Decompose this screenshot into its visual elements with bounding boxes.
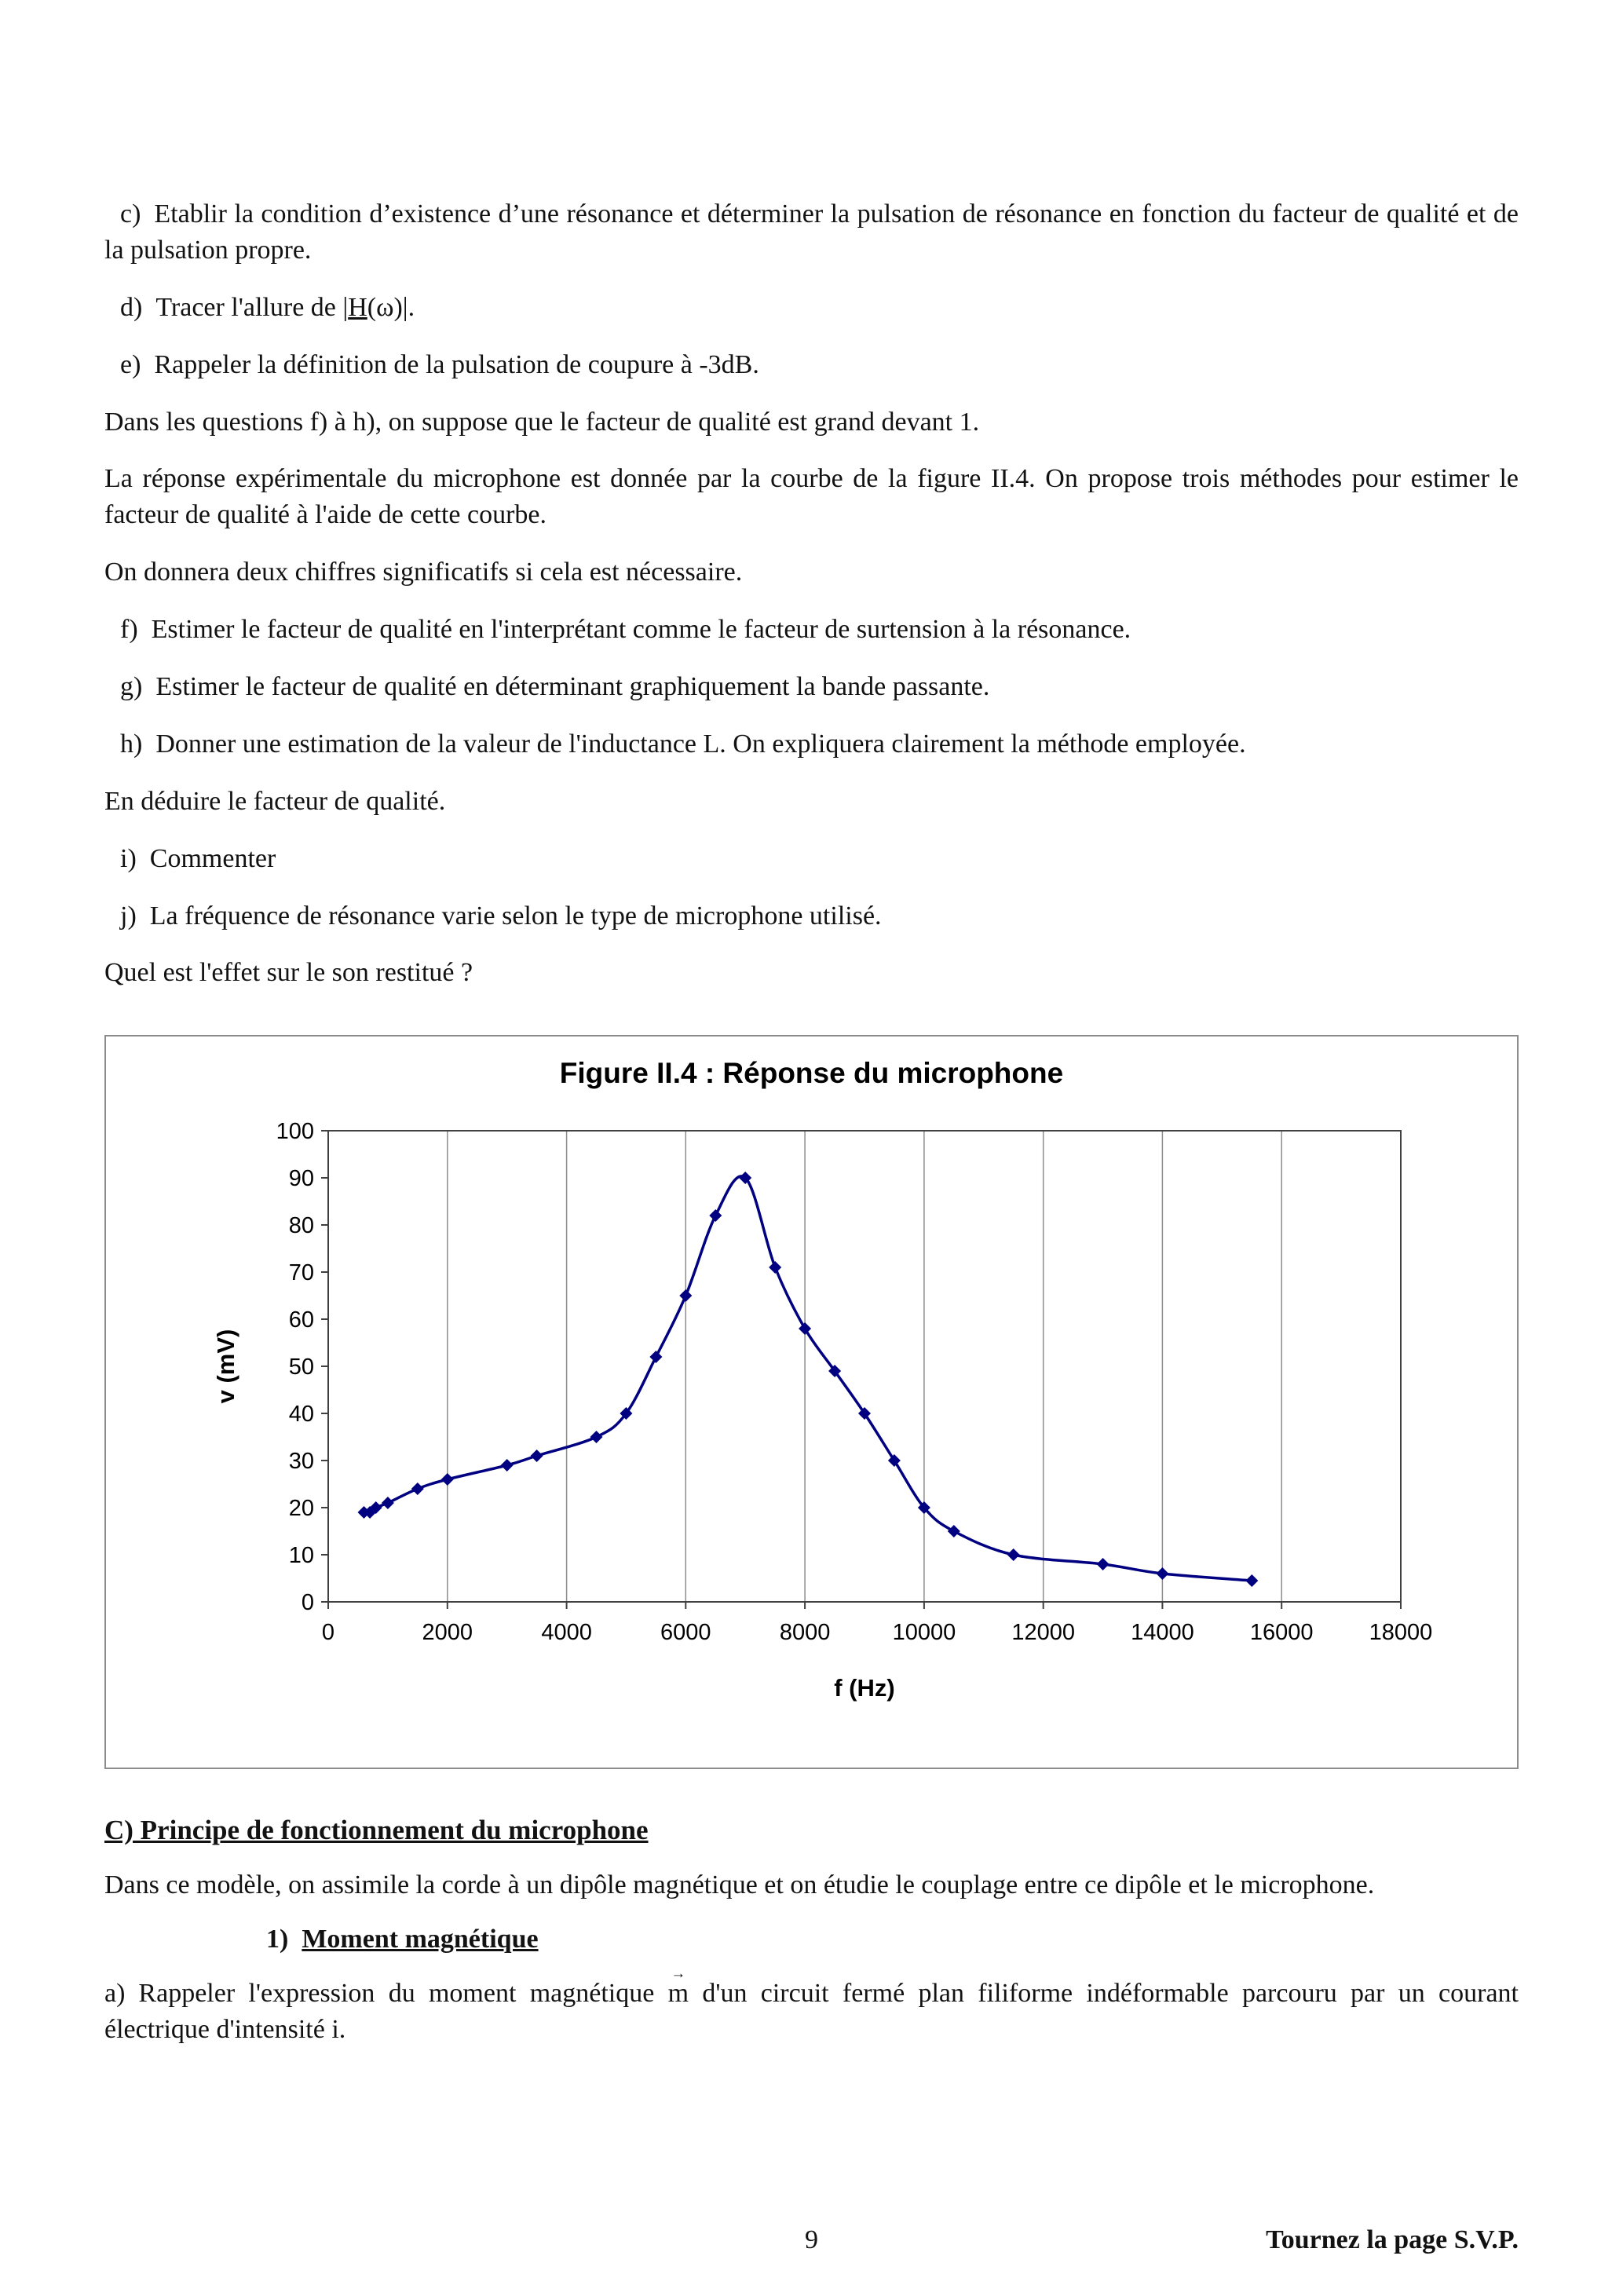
svg-text:f (Hz): f (Hz) bbox=[834, 1674, 895, 1702]
svg-text:12000: 12000 bbox=[1011, 1620, 1076, 1646]
svg-text:8000: 8000 bbox=[779, 1620, 831, 1646]
question-a-text-post: d'un circuit fermé plan filiforme indéformable parcouru par un courant électrique d'intensité i. bbox=[104, 1979, 1519, 2045]
question-f-label: f) bbox=[120, 615, 138, 645]
page-number: 9 bbox=[805, 2225, 818, 2254]
svg-text:60: 60 bbox=[288, 1307, 314, 1333]
question-h-text: Donner une estimation de la valeur de l'inductance L. On expliquera clairement la méthode employée. bbox=[155, 729, 1246, 759]
svg-text:90: 90 bbox=[288, 1166, 314, 1192]
svg-text:14000: 14000 bbox=[1131, 1620, 1194, 1646]
svg-text:6000: 6000 bbox=[660, 1620, 711, 1646]
turn-page-note: Tournez la page S.V.P. bbox=[1266, 2225, 1519, 2254]
question-g-label: g) bbox=[120, 672, 143, 702]
question-a bbox=[104, 1965, 1519, 2048]
figure-ii4 bbox=[104, 1035, 1519, 1769]
question-j bbox=[104, 898, 1519, 934]
question-h-label: h) bbox=[120, 729, 143, 759]
svg-text:100: 100 bbox=[276, 1119, 314, 1145]
svg-text:50: 50 bbox=[288, 1355, 314, 1380]
svg-text:10000: 10000 bbox=[892, 1620, 956, 1646]
question-c bbox=[104, 196, 1519, 269]
question-i-text: Commenter bbox=[149, 843, 276, 873]
question-h bbox=[104, 726, 1519, 762]
question-j-text: La fréquence de résonance varie selon le type de microphone utilisé. bbox=[149, 901, 882, 930]
svg-text:18000: 18000 bbox=[1369, 1620, 1433, 1646]
complex-h-symbol: H bbox=[348, 292, 367, 322]
section-c-heading bbox=[104, 1815, 1519, 1846]
question-h-followup: En déduire le facteur de qualité. bbox=[104, 786, 446, 816]
section-c-intro: Dans ce modèle, on assimile la corde à un dipôle magnétique et on étudie le couplage entre ce dipôle et le microphone. bbox=[104, 1870, 1375, 1900]
subsection-1-heading bbox=[266, 1925, 1519, 1954]
question-a-text-pre: Rappeler l'expression du moment magnétique bbox=[138, 1979, 668, 2009]
question-c-text: Etablir la condition d’existence d’une résonance et déterminer la pulsation de résonance en fonction du facteur de qualité et de la pulsation propre. bbox=[104, 199, 1519, 265]
question-i bbox=[104, 841, 1519, 877]
svg-text:4000: 4000 bbox=[541, 1620, 592, 1646]
note-significant-digits: On donnera deux chiffres significatifs si cela est nécessaire. bbox=[104, 558, 743, 587]
question-d-text-pre: Tracer l'allure de | bbox=[155, 292, 349, 322]
svg-text:2000: 2000 bbox=[422, 1620, 473, 1646]
figure-title: Figure II.4 : Réponse du microphone bbox=[559, 1057, 1064, 1090]
moment-symbol-letter: m bbox=[667, 1979, 689, 2009]
microphone-response-chart bbox=[120, 1111, 1503, 1747]
question-i-label: i) bbox=[120, 843, 137, 873]
question-g bbox=[104, 669, 1519, 705]
section-c-heading-text: C) Principe de fonctionnement du microphone bbox=[104, 1815, 649, 1846]
svg-text:16000: 16000 bbox=[1249, 1620, 1314, 1646]
svg-text:20: 20 bbox=[288, 1496, 314, 1522]
question-a-label: a) bbox=[104, 1979, 126, 2009]
subsection-1-title: Moment magnétique bbox=[302, 1925, 539, 1954]
question-d-text-post: (ω)|. bbox=[367, 292, 415, 322]
question-d bbox=[104, 290, 1519, 326]
question-j-label: j) bbox=[120, 901, 137, 930]
subsection-1-number: 1) bbox=[266, 1925, 289, 1954]
vector-arrow-icon: → bbox=[671, 1965, 686, 1983]
question-e-label: e) bbox=[120, 349, 141, 379]
svg-text:70: 70 bbox=[288, 1260, 314, 1286]
svg-text:0: 0 bbox=[321, 1620, 335, 1646]
moment-vector-symbol bbox=[667, 1965, 689, 2012]
question-d-label: d) bbox=[120, 292, 143, 322]
intro-figure-paragraph: La réponse expérimentale du microphone est donnée par la courbe de la figure II.4. On propose trois méthodes pour estimer le facteur de qualité à l'aide de cette courbe. bbox=[104, 464, 1519, 530]
note-questions-fh: Dans les questions f) à h), on suppose que le facteur de qualité est grand devant 1. bbox=[104, 407, 980, 437]
svg-text:30: 30 bbox=[288, 1449, 314, 1475]
question-e bbox=[104, 347, 1519, 383]
question-f-text: Estimer le facteur de qualité en l'interprétant comme le facteur de surtension à la résonance. bbox=[151, 615, 1131, 645]
svg-text:80: 80 bbox=[288, 1213, 314, 1239]
svg-text:40: 40 bbox=[288, 1402, 314, 1428]
svg-text:0: 0 bbox=[301, 1590, 314, 1616]
question-c-label: c) bbox=[120, 199, 141, 229]
svg-text:10: 10 bbox=[288, 1543, 314, 1569]
question-f bbox=[104, 612, 1519, 648]
question-j-followup: Quel est l'effet sur le son restitué ? bbox=[104, 958, 473, 988]
svg-text:v (mV): v (mV) bbox=[212, 1329, 239, 1404]
question-g-text: Estimer le facteur de qualité en déterminant graphiquement la bande passante. bbox=[155, 672, 990, 702]
page-footer bbox=[104, 2225, 1519, 2263]
question-e-text: Rappeler la définition de la pulsation de coupure à -3dB. bbox=[154, 349, 759, 379]
